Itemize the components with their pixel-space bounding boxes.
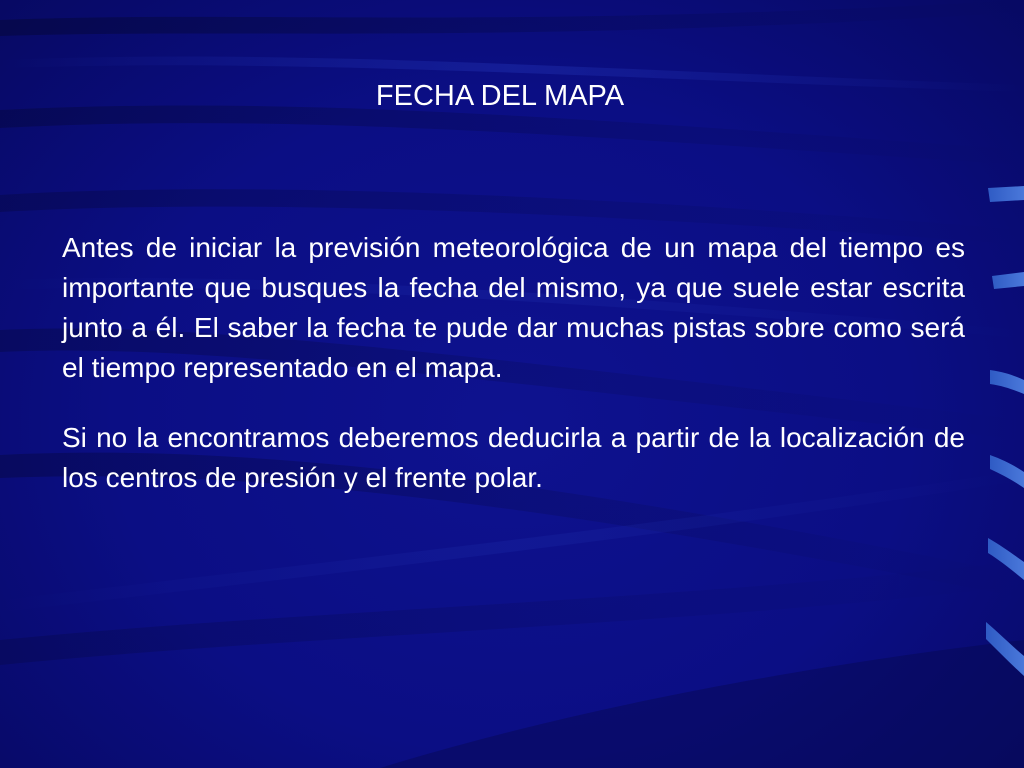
slide-body bbox=[62, 228, 965, 528]
slide-title-text: FECHA DEL MAPA bbox=[375, 80, 625, 112]
slide-title bbox=[0, 78, 1000, 114]
paragraph-date-importance: Antes de iniciar la previsión meteorológica de un mapa del tiempo es importante que busques la fecha del mismo, ya que suele estar escrita junto a él. El saber la fecha te pude dar muchas pistas sobre como será el tiempo representado en el mapa. bbox=[62, 232, 965, 383]
paragraph-deduce-date: Si no la encontramos deberemos deducirla a partir de la localización de los centros de presión y el frente polar. bbox=[62, 422, 965, 493]
